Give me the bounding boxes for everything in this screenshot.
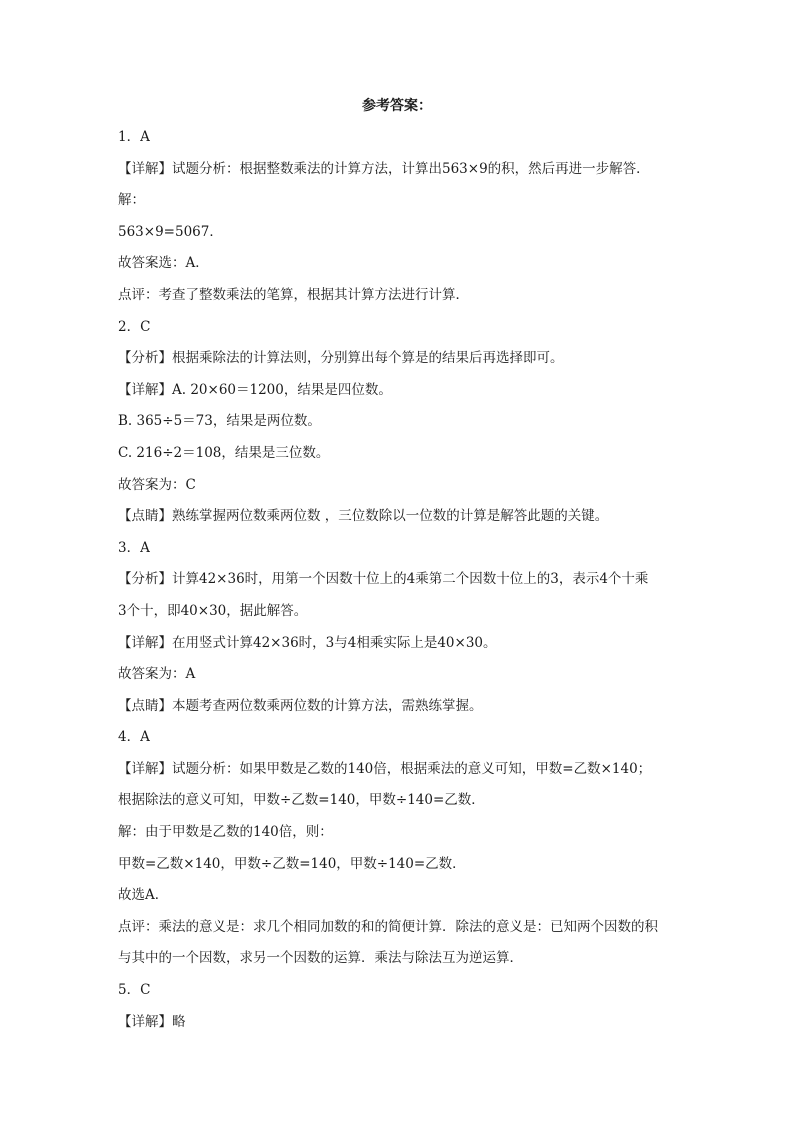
answer-line: 3个十，即40×30，据此解答。 — [118, 602, 308, 619]
answer-line: 4．A — [118, 729, 150, 746]
answer-line: 点评：乘法的意义是：求几个相同加数的和的简便计算．除法的意义是：已知两个因数的积 — [118, 918, 658, 935]
answer-line: B. 365÷5＝73，结果是两位数。 — [118, 413, 321, 430]
answer-line: 故答案选：A． — [118, 255, 209, 272]
answer-line: 1．A — [118, 129, 150, 145]
answer-line: 【点睛】本题考查两位数乘两位数的计算方法，需熟练掌握。 — [118, 697, 483, 714]
answer-line: 根据除法的意义可知，甲数÷乙数=140，甲数÷140=乙数． — [118, 792, 485, 809]
answer-line: 故答案为：C — [118, 476, 196, 493]
answer-line: 【详解】试题分析：如果甲数是乙数的140倍，根据乘法的意义可知，甲数=乙数×140； — [118, 760, 652, 777]
answer-content — [118, 122, 678, 1038]
answer-line: 甲数=乙数×140，甲数÷乙数=140，甲数÷140=乙数． — [118, 855, 466, 872]
answer-line: 【详解】A. 20×60＝1200，结果是四位数。 — [118, 381, 392, 398]
answer-line: 3．A — [118, 539, 150, 556]
answer-line: 2．C — [118, 318, 151, 335]
answer-line: 【分析】计算42×36时，用第一个因数十位上的4乘第二个因数十位上的3，表示4个十乘 — [118, 571, 649, 588]
answer-line: 5．C — [118, 982, 151, 999]
answer-line: 【详解】在用竖式计算42×36时，3与4相乘实际上是40×30。 — [118, 634, 497, 651]
answer-line: 点评：考查了整数乘法的笔算，根据其计算方法进行计算． — [118, 286, 469, 303]
answer-line: 故选A． — [118, 887, 169, 904]
page-title: 参考答案： — [362, 98, 432, 114]
answer-line: 【详解】试题分析：根据整数乘法的计算方法，计算出563×9的积，然后再进一步解答． — [118, 160, 650, 177]
answer-line: 故答案为：A — [118, 666, 196, 683]
answer-line: C. 216÷2＝108，结果是三位数。 — [118, 444, 330, 461]
answer-line: 解： — [118, 192, 145, 209]
answer-line: 【详解】略 — [118, 1013, 186, 1030]
answer-line: 【分析】根据乘除法的计算法则，分别算出每个算是的结果后再选择即可。 — [118, 350, 564, 367]
answer-line: 563×9=5067． — [118, 223, 223, 240]
answer-line: 解：由于甲数是乙数的140倍，则： — [118, 824, 333, 841]
answer-line: 【点睛】熟练掌握两位数乘两位数 ，三位数除以一位数的计算是解答此题的关键。 — [118, 508, 609, 525]
answer-line: 与其中的一个因数，求另一个因数的运算．乘法与除法互为逆运算． — [118, 950, 523, 967]
